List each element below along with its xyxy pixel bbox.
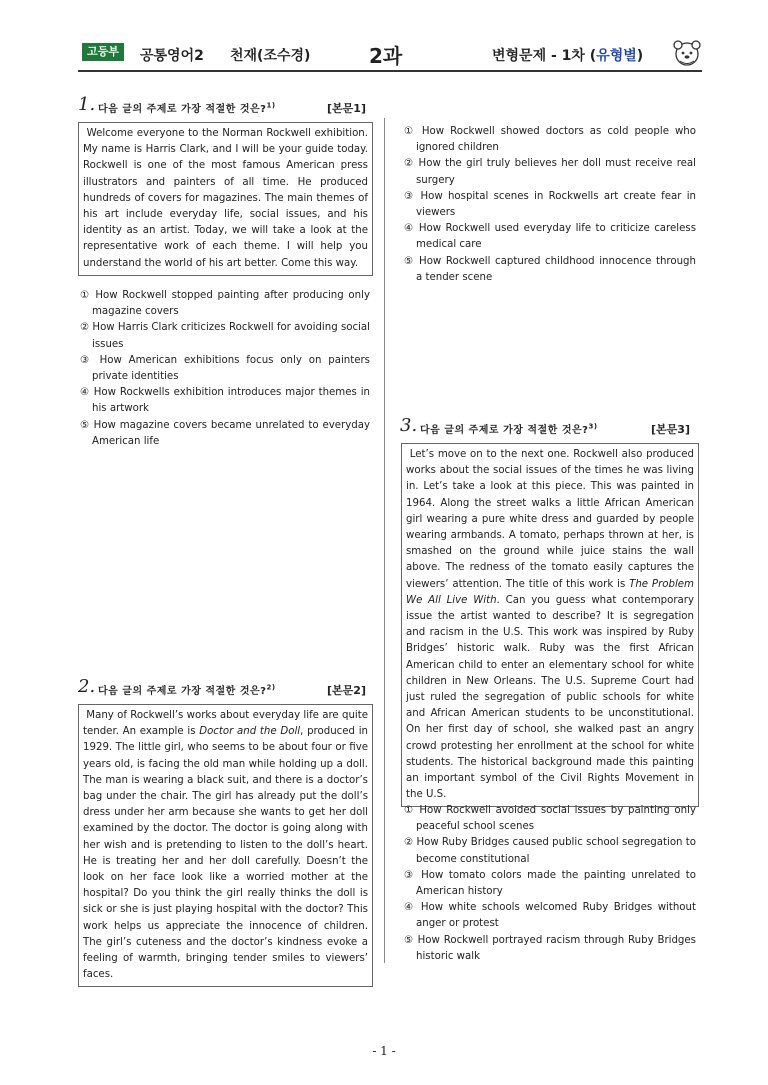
answer-option: [404, 868, 696, 900]
answer-option: [80, 418, 370, 450]
option-number: ①: [80, 290, 91, 301]
option-number: ③: [404, 190, 416, 202]
options-2: [404, 124, 696, 286]
exam-type-suffix: ): [636, 48, 644, 64]
option-number: ⑤: [80, 419, 90, 431]
option-number: ②: [404, 837, 414, 849]
option-number: ④: [80, 387, 90, 399]
passage-2: [78, 704, 373, 987]
passage-ref: [본문1]: [327, 102, 366, 115]
question-number: 3.: [400, 415, 418, 436]
question-1-header: [78, 94, 366, 118]
header-rule: [78, 70, 702, 72]
passage-ref: [본문2]: [327, 684, 366, 697]
option-text: How Rockwell showed doctors as cold people who ignored children: [415, 126, 696, 154]
footnote-mark: 3): [588, 422, 598, 431]
answer-option: [80, 353, 370, 385]
lesson-title: 2과: [369, 44, 403, 68]
answer-option: [404, 221, 696, 253]
option-text: How tomato colors made the painting unrelated to American history: [415, 869, 697, 898]
option-number: ③: [404, 869, 416, 881]
column-divider: [384, 118, 385, 963]
option-text: How Rockwells exhibition introduces major themes in his artwork: [89, 387, 370, 415]
page-header: [80, 37, 705, 69]
option-number: ④: [404, 902, 416, 914]
answer-option: [404, 900, 696, 932]
option-text: How Rockwell portrayed racism through Ruby Bridges historic walk: [413, 934, 696, 962]
question-prompt: 다음 글의 주제로 가장 적절한 것은?$^{3)}$: [420, 422, 598, 436]
question-3-header: [400, 415, 690, 439]
option-text: How white schools welcomed Ruby Bridges without anger or protest: [415, 902, 696, 930]
options-1: [80, 288, 370, 450]
option-text: How the girl truly believes her doll must receive real surgery: [414, 158, 696, 186]
option-text: How Rockwell stopped painting after producing only magazine covers: [90, 290, 370, 318]
option-text: How hospital scenes in Rockwells art create fear in viewers: [415, 190, 696, 219]
question-number: 1.: [78, 94, 96, 115]
exam-type-prefix: 변형문제 - 1차 (: [492, 48, 597, 64]
option-number: ⑤: [404, 255, 415, 267]
passage-text: , produced in 1929. The little girl, who seems to be about four or five years old, is facing the old man while holding up a doll. The man is wearing a black suit, and there is a doctor’s bag under the chair. The girl has already put the doll’s dress under her arm because she wants to get her doll examined by the doctor. The doctor is going along with her wish and is pretending to listen to the doll’s heart. He is treating her and her doll carefully. Doesn’t the look on her face look like a worried mother at the hospital? Do you think the girl really thinks the doll is sick or she is just playing hospital with the doctor? This work helps us appreciate the innocence of children. The girl’s cuteness and the doctor’s kindness evoke a feeling of warmth, bringing tender smiles to viewers’ faces.: [83, 726, 368, 981]
answer-option: [404, 835, 696, 867]
question-number: 2.: [78, 676, 96, 697]
option-number: ③: [80, 354, 93, 366]
question-2-header: [78, 676, 366, 700]
publisher-title: 천재(조수경): [230, 48, 311, 64]
answer-option: [80, 320, 370, 352]
passage-1: [78, 122, 373, 276]
option-text: How Harris Clark criticizes Rockwell for avoiding social issues: [89, 322, 370, 350]
passage-3: [401, 443, 699, 807]
footnote-mark: 1): [266, 101, 276, 110]
answer-option: [80, 385, 370, 417]
answer-option: [404, 803, 696, 835]
answer-option: [404, 933, 696, 965]
options-3: [404, 803, 696, 965]
answer-option: [404, 254, 696, 286]
option-text: How Rockwell captured childhood innocence through a tender scene: [414, 255, 696, 283]
page-number: - 1 -: [372, 1044, 396, 1058]
passage-text: Welcome everyone to the Norman Rockwell exhibition. My name is Harris Clark, and I will be your guide today. Rockwell is one of the most famous American press illustrators and painters of all time. He produced hundreds of covers for magazines. The main themes of his art include everyday life, social issues, and his identity as an artist. Today, we will take a look at the representative work of each theme. I will help you understand the world of his art better. Come this way.: [83, 128, 368, 269]
work-title: Doctor and the Doll: [199, 726, 301, 738]
option-number: ②: [404, 158, 415, 170]
subject-title: 공통영어2: [140, 48, 204, 64]
footnote-mark: 2): [266, 683, 276, 692]
answer-option: [404, 156, 696, 188]
option-text: How Rockwell avoided social issues by painting only peaceful school scenes: [414, 805, 696, 833]
option-text: How Ruby Bridges caused public school segregation to become constitutional: [413, 837, 696, 865]
passage-ref: [본문3]: [651, 423, 690, 436]
passage-text: Let’s move on to the next one. Rockwell also produced works about the social issues of the times he was living in. Let’s take a look at this piece. This was painted in 1964. Along the street walks a little African American girl wearing a pure white dress and guarded by people wearing armbands. A tomato, perhaps thrown at her, is smashed on the ground while juice stains the wall above. The redness of the tomato easily captures the viewers’ attention. The title of this work is: [406, 449, 694, 590]
option-number: ④: [404, 223, 415, 235]
option-number: ②: [80, 322, 90, 334]
option-text: How American exhibitions focus only on painters private identities: [92, 354, 370, 383]
option-text: How magazine covers became unrelated to everyday American life: [89, 419, 371, 447]
question-prompt: 다음 글의 주제로 가장 적절한 것은?$^{2)}$: [98, 683, 276, 697]
passage-text: . Can you guess what contemporary issue the artist wanted to describe? It is segregation and racism in the U.S. This work was inspired by Ruby Bridges’ historic walk. Ruby was the first African American child to enter an elementary school for white children in New Orleans. The U.S. Supreme Court had just ruled the segregation of public schools for white and African American students to be unconstitutional. On her first day of school, she walked past an angry crowd protesting her enrollment at the school for white students. The historical background made this painting an important symbol of the Civil Rights Movement in the U.S.: [406, 594, 694, 801]
passage-text: Many of Rockwell’s works about everyday life are quite tender. An example is: [83, 710, 368, 738]
option-number: ⑤: [404, 934, 414, 946]
answer-option: [80, 288, 370, 320]
question-prompt: 다음 글의 주제로 가장 적절한 것은?$^{1)}$: [98, 101, 276, 115]
option-number: ①: [404, 126, 416, 137]
answer-option: [404, 124, 696, 156]
option-text: How Rockwell used everyday life to criticize careless medical care: [414, 223, 696, 251]
option-number: ①: [404, 805, 415, 816]
exam-type: [492, 45, 643, 65]
work-title: The Problem We All Live With: [406, 578, 694, 606]
exam-type-highlight: 유형별: [596, 48, 637, 64]
level-badge: 고등부: [82, 43, 124, 61]
answer-option: [404, 189, 696, 221]
mascot-icon: [670, 37, 704, 67]
